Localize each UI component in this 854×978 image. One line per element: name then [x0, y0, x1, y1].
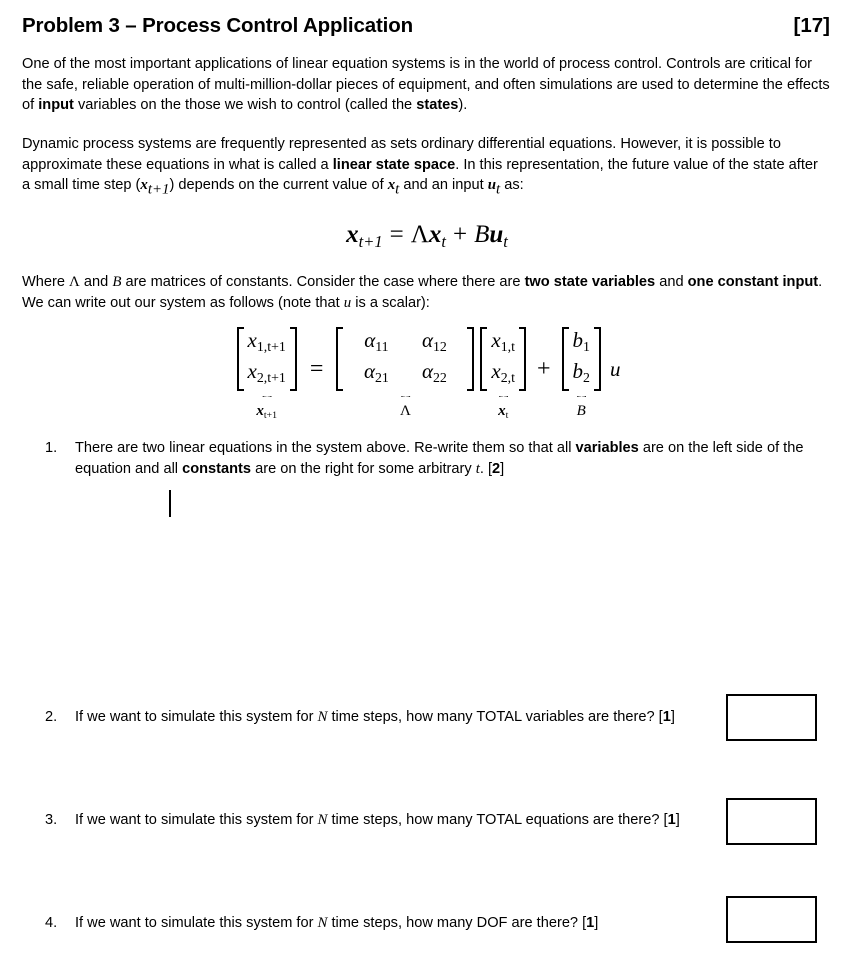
cell-x2-next-sub: 2,t+1 — [256, 370, 286, 386]
inline-lambda: Λ — [69, 274, 80, 290]
q4-text-part1: If we want to simulate this system for — [75, 915, 318, 931]
matrix-plus: + — [536, 356, 551, 383]
q1-text-part5: ] — [500, 460, 505, 477]
q1-bold-constants: constants — [182, 460, 252, 477]
bracket-right-icon — [467, 327, 474, 391]
eq-lambda: Λ — [410, 221, 429, 248]
q1-marks: 2 — [492, 460, 501, 477]
cell-b1: b — [572, 328, 584, 352]
q3-italic-N: N — [317, 812, 328, 828]
cell-x2-t-sub: 2,t — [500, 370, 515, 386]
inline-u: u — [343, 294, 352, 311]
q4-italic-N: N — [317, 915, 328, 931]
matrix-row — [248, 359, 286, 390]
q2-italic-N: N — [317, 709, 328, 725]
matrix-B-group — [559, 327, 604, 420]
intro-text-part2: variables on the those we wish to control (called the — [73, 97, 417, 114]
inline-math-u-t-sub: t — [496, 181, 501, 198]
q1-text-part2: are on the left side of the equation and all — [75, 440, 804, 477]
cell-a11-sub: 11 — [375, 339, 389, 355]
inline-math-u-t: u — [487, 177, 497, 194]
underbrace-icon: ⏟ — [401, 390, 410, 398]
matrix-x-group — [477, 327, 529, 421]
cell-x1-next-sub: 1,t+1 — [256, 339, 286, 355]
intro-paragraph — [22, 54, 830, 116]
mx-text-part2: and — [79, 274, 113, 290]
q2-text-part2: time steps, how many TOTAL variables are there? [ — [327, 709, 663, 725]
cell-a22-sub: 22 — [432, 370, 447, 386]
cell-a12-sub: 12 — [432, 339, 447, 355]
cell-b2-sub: 2 — [583, 370, 590, 386]
bracket-left-icon — [562, 327, 569, 391]
underbrace-icon: ⏟ — [262, 390, 271, 398]
state-space-paragraph — [22, 134, 830, 200]
cell-x2-t: x — [491, 359, 501, 384]
ss-text-part3: ) depends on the current value of — [169, 177, 388, 194]
cell-x1-t-sub: 1,t — [500, 339, 515, 355]
matrix-scalar-u: u — [609, 357, 621, 382]
eq-lhs-x-sub: t+1 — [358, 231, 383, 251]
underbrace-icon: ⏟ — [576, 390, 586, 398]
question-item-3 — [45, 810, 835, 831]
bracket-left-icon — [336, 327, 343, 391]
matrices-paragraph — [22, 272, 830, 313]
intro-bold-states: states — [416, 97, 459, 114]
problem-marks-badge: [17] — [793, 14, 830, 37]
question-item-1 — [45, 438, 833, 479]
question-item-2 — [45, 707, 835, 728]
inline-math-x-t: x — [387, 177, 396, 194]
ss-text-part5: as: — [500, 177, 524, 194]
bracket-right-icon — [519, 327, 526, 391]
cell-x1-t: x — [491, 328, 501, 352]
mx-text-part3: are matrices of constants. Consider the case where there are — [121, 274, 525, 290]
matrix-x-next-group — [234, 327, 300, 421]
q3-marks: 1 — [667, 812, 676, 828]
question-number-3: 3. — [45, 812, 58, 828]
q1-text-part3: are on the right for some arbitrary — [251, 460, 476, 477]
eq-u: u — [489, 221, 504, 248]
eq-lhs-x: x — [346, 221, 359, 248]
question-number-1: 1. — [45, 440, 58, 456]
cell-a21-sub: 21 — [374, 370, 389, 386]
inline-B: B — [112, 274, 122, 290]
cell-b2: b — [572, 359, 584, 384]
q3-text-part1: If we want to simulate this system for — [75, 812, 318, 828]
matrix-A — [333, 327, 477, 391]
underbrace-icon: ⏟ — [498, 390, 508, 398]
brace-label-x: x — [498, 403, 506, 420]
q4-text-part3: ] — [594, 915, 599, 931]
matrix-row — [573, 359, 590, 390]
answer-box-4[interactable] — [726, 896, 817, 943]
bracket-left-icon — [480, 327, 487, 391]
mx-text-part6: is a scalar): — [351, 294, 430, 311]
mx-text-part5: . We can write out our system as follows (note that — [22, 274, 823, 311]
q4-text-part2: time steps, how many DOF are there? [ — [327, 915, 587, 931]
eq-rhs-x: x — [428, 221, 442, 248]
matrix-row — [491, 328, 515, 359]
q2-text-part1: If we want to simulate this system for — [75, 709, 318, 725]
q1-text-part4: . [ — [479, 460, 493, 477]
matrix-A-group — [333, 327, 477, 420]
q2-text-part3: ] — [670, 709, 675, 725]
q3-text-part2: time steps, how many TOTAL equations are there? [ — [327, 812, 668, 828]
intro-bold-input: input — [38, 97, 74, 114]
q4-marks: 1 — [586, 915, 595, 931]
eq-rhs-x-sub: t — [441, 231, 446, 251]
mx-bold-one-constant-input: one constant input — [687, 274, 819, 290]
mx-text-part1: Where — [22, 274, 70, 290]
matrix-row — [347, 328, 463, 359]
cell-b1-sub: 1 — [583, 339, 590, 355]
eq-equals: = — [389, 221, 404, 248]
page-title: Problem 3 – Process Control Application — [22, 14, 413, 37]
text-cursor-caret[interactable] — [169, 490, 171, 517]
ss-text-part2: . In this representation, the future value of the state after a small time step ( — [22, 156, 818, 194]
matrix-equals: = — [309, 356, 324, 383]
ss-text-part4: and an input — [399, 177, 488, 194]
matrix-equation — [0, 327, 854, 421]
question-text-2 — [75, 707, 835, 728]
inline-math-x-t-sub: t — [395, 181, 400, 198]
question-item-4 — [45, 913, 835, 934]
matrix-row — [347, 359, 463, 390]
inline-math-x-tplus1-sub: t+1 — [147, 181, 170, 198]
cell-a22: α — [421, 359, 433, 384]
q3-text-part3: ] — [675, 812, 680, 828]
intro-text-part1: One of the most important applications of linear equation systems is in the world of process control. Controls are critical for the safe, reliable operation of multi-million-dollar pieces of equipment, and often simulations are used to determine the effects of — [22, 56, 830, 114]
matrix-x-next — [234, 327, 300, 391]
answer-box-2[interactable] — [726, 694, 817, 741]
q1-bold-variables: variables — [575, 440, 639, 456]
answer-box-3[interactable] — [726, 798, 817, 845]
matrix-row — [573, 328, 590, 359]
brace-label-x-sub: t — [505, 410, 509, 422]
bracket-right-icon — [594, 327, 601, 391]
matrix-row — [248, 328, 286, 359]
state-space-equation — [0, 221, 854, 252]
question-number-2: 2. — [45, 709, 58, 725]
question-number-4: 4. — [45, 915, 58, 931]
cell-x2-next: x — [247, 359, 257, 384]
cell-a12: α — [421, 328, 433, 352]
matrix-x — [477, 327, 529, 391]
mx-text-part4: and — [655, 274, 688, 290]
brace-label-lambda: Λ — [399, 403, 411, 420]
brace-label-B: B — [576, 403, 586, 420]
q1-text-part1: There are two linear equations in the system above. Re-write them so that all — [75, 440, 576, 456]
brace-label-x-next-sub: t+1 — [263, 410, 278, 422]
eq-plus: + — [452, 221, 468, 248]
matrix-B — [559, 327, 604, 391]
mx-bold-two-state-variables: two state variables — [524, 274, 656, 290]
question-text-3 — [75, 810, 835, 831]
intro-text-part3: ). — [458, 97, 468, 114]
inline-math-x-tplus1: x — [140, 177, 148, 194]
q1-italic-t: t — [475, 460, 480, 477]
cell-x1-next: x — [247, 328, 257, 352]
problem-header — [22, 14, 830, 38]
eq-u-sub: t — [503, 231, 508, 251]
brace-label-x-next: x — [256, 403, 264, 420]
eq-B: B — [474, 221, 490, 248]
cell-a21: α — [363, 359, 375, 384]
bracket-left-icon — [237, 327, 244, 391]
q2-marks: 1 — [662, 709, 671, 725]
ss-text-part1: Dynamic process systems are frequently represented as sets ordinary differential equations. However, it is possible to approximate these equations in what is called a — [22, 136, 781, 173]
ss-bold-linear-state-space: linear state space — [332, 156, 456, 173]
cell-a11: α — [364, 328, 376, 352]
bracket-right-icon — [290, 327, 297, 391]
question-text-4 — [75, 913, 835, 934]
matrix-row — [491, 359, 515, 390]
question-text-1 — [75, 438, 833, 479]
